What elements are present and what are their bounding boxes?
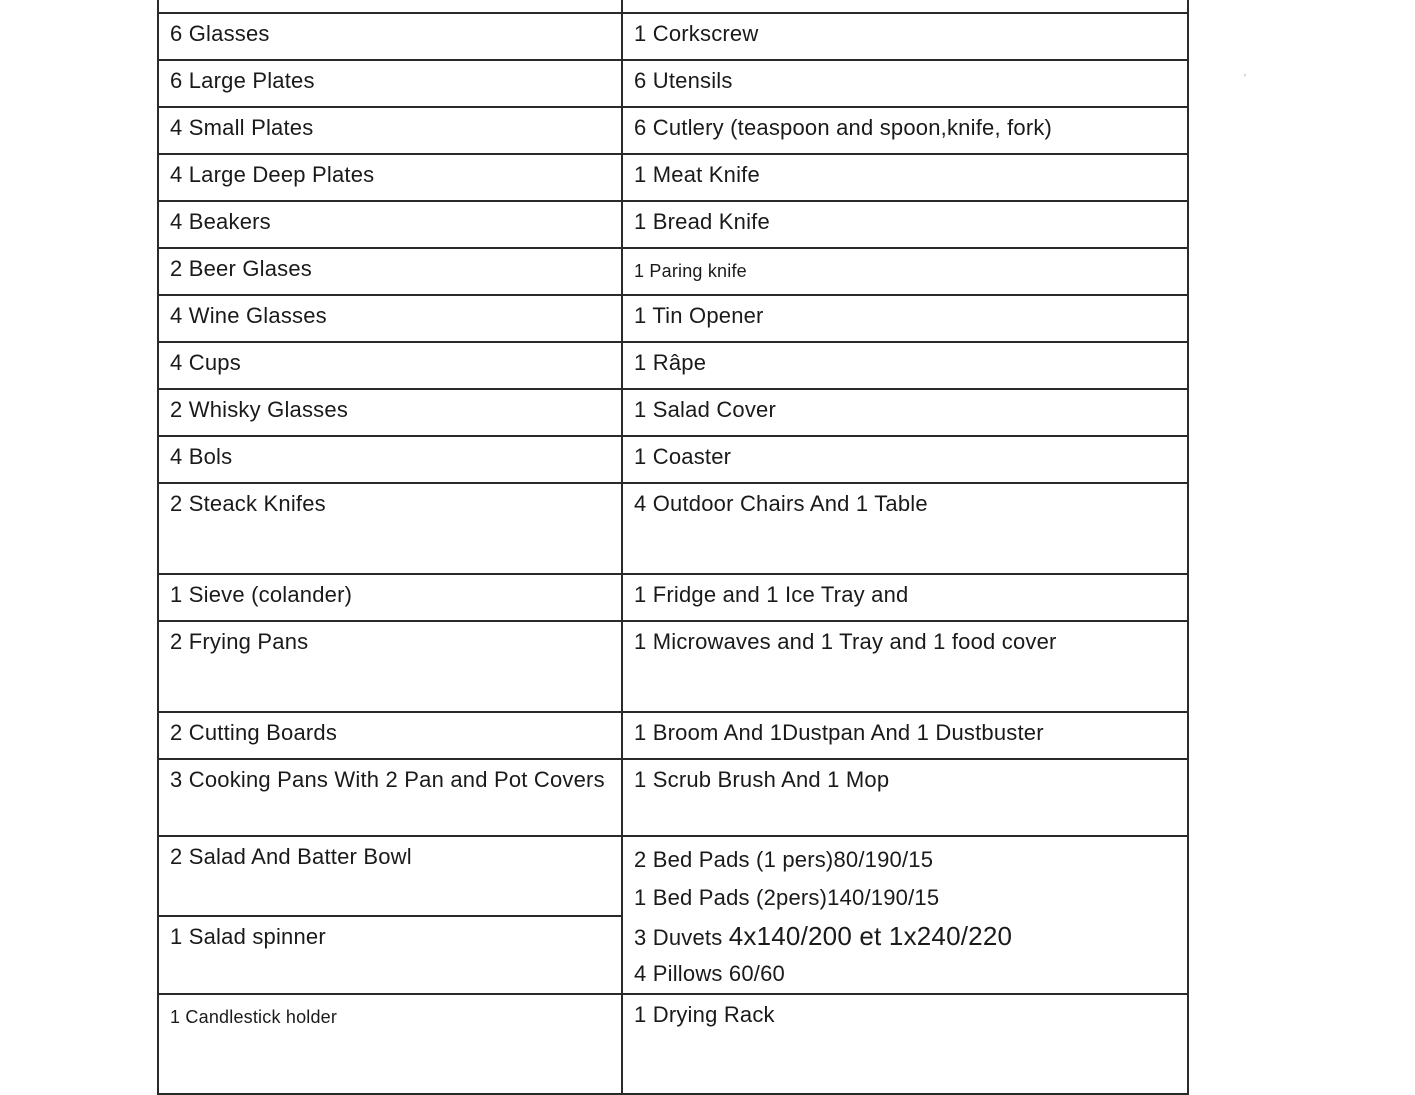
table-cell [158, 295, 622, 342]
item-label: 6 Large Plates [170, 68, 315, 93]
table-cell [622, 994, 1188, 1094]
table-row [158, 389, 1188, 436]
table-cell [622, 295, 1188, 342]
item-label: 2 Beer Glases [170, 256, 313, 281]
bedding-line: 2 Bed Pads (1 pers)80/190/15 [634, 847, 934, 872]
table-row [158, 994, 1188, 1094]
item-label: 1 Microwaves and 1 Tray and 1 food cover [634, 629, 1057, 654]
table-cell [622, 342, 1188, 389]
item-label: 1 Paring knife [634, 261, 747, 281]
item-label: 1 Candlestick holder [170, 1007, 338, 1027]
table-row [158, 574, 1188, 621]
item-label: 1 Coaster [634, 444, 732, 469]
table-cell [158, 994, 622, 1094]
item-label: 4 Wine Glasses [170, 303, 327, 328]
table-row [158, 342, 1188, 389]
item-label: 6 Glasses [170, 21, 270, 46]
table-row [158, 248, 1188, 295]
item-label: 4 Small Plates [170, 115, 314, 140]
inventory-table [157, 0, 1189, 1095]
table-cell [158, 201, 622, 248]
item-label: 1 Sieve (colander) [170, 582, 353, 607]
item-label: 2 Frying Pans [170, 629, 309, 654]
table-cell [158, 154, 622, 201]
table-cell [622, 759, 1188, 836]
table-row [158, 107, 1188, 154]
table-row [158, 712, 1188, 759]
item-label: 1 Corkscrew [634, 21, 759, 46]
table-cell [158, 0, 622, 13]
table-row [158, 436, 1188, 483]
table-row [158, 13, 1188, 60]
item-label: 1 Tin Opener [634, 303, 764, 328]
item-label: 1 Meat Knife [634, 162, 760, 187]
table-cell [158, 107, 622, 154]
item-label: 6 Utensils [634, 68, 733, 93]
inventory-sheet [157, 0, 1187, 1095]
item-label: 4 Cups [170, 350, 241, 375]
bedding-line: 3 Duvets 4x140/200 et 1x240/220 [634, 921, 1013, 951]
table-cell [158, 574, 622, 621]
table-cell [622, 60, 1188, 107]
item-label: 1 Fridge and 1 Ice Tray and [634, 582, 909, 607]
item-label: 1 Broom And 1Dustpan And 1 Dustbuster [634, 720, 1044, 745]
bedding-cell [622, 836, 1188, 994]
item-label: 2 Steack Knifes [170, 491, 326, 516]
item-label: 6 Cutlery (teaspoon and spoon,knife, fork) [634, 115, 1053, 140]
table-cell [158, 836, 622, 916]
item-label: 1 Salad Cover [634, 397, 777, 422]
table-cell [158, 712, 622, 759]
table-cell [158, 621, 622, 712]
table-cell [158, 916, 622, 994]
table-cell [622, 436, 1188, 483]
item-label: 1 Râpe [634, 350, 707, 375]
item-label: 4 Bols [170, 444, 233, 469]
table-cell [622, 712, 1188, 759]
item-label: 1 Drying Rack [634, 1002, 775, 1027]
table-cell [622, 574, 1188, 621]
table-cell [622, 248, 1188, 295]
item-label: 1 Scrub Brush And 1 Mop [634, 767, 890, 792]
table-cell [158, 483, 622, 574]
table-row [158, 483, 1188, 574]
item-label: 2 Cutting Boards [170, 720, 338, 745]
table-cell [622, 0, 1188, 13]
item-label: 4 Beakers [170, 209, 271, 234]
item-label: 2 Salad And Batter Bowl [170, 844, 412, 869]
table-row [158, 621, 1188, 712]
table-row [158, 295, 1188, 342]
table-cell [622, 483, 1188, 574]
table-row [158, 836, 1188, 916]
table-cell [158, 759, 622, 836]
table-cell [158, 389, 622, 436]
table-cell [158, 60, 622, 107]
table-cell [158, 248, 622, 295]
table-cell [622, 389, 1188, 436]
item-label: 4 Large Deep Plates [170, 162, 375, 187]
table-cell [622, 201, 1188, 248]
bedding-line: 4 Pillows 60/60 [634, 961, 785, 986]
table-cell [622, 154, 1188, 201]
scan-speck: ′ [1244, 73, 1246, 84]
table-cell [158, 13, 622, 60]
table-row [158, 201, 1188, 248]
item-label: 4 Outdoor Chairs And 1 Table [634, 491, 928, 516]
item-label: 2 Whisky Glasses [170, 397, 349, 422]
table-cell [158, 436, 622, 483]
table-cell [622, 107, 1188, 154]
bedding-line: 1 Bed Pads (2pers)140/190/15 [634, 885, 940, 910]
table-row [158, 0, 1188, 13]
item-label: 1 Salad spinner [170, 923, 326, 949]
table-row [158, 154, 1188, 201]
table-cell [158, 342, 622, 389]
item-label: 1 Bread Knife [634, 209, 770, 234]
table-row [158, 60, 1188, 107]
table-row [158, 759, 1188, 836]
table-cell [622, 13, 1188, 60]
table-cell [622, 621, 1188, 712]
item-label: 3 Cooking Pans With 2 Pan and Pot Covers [170, 767, 605, 792]
